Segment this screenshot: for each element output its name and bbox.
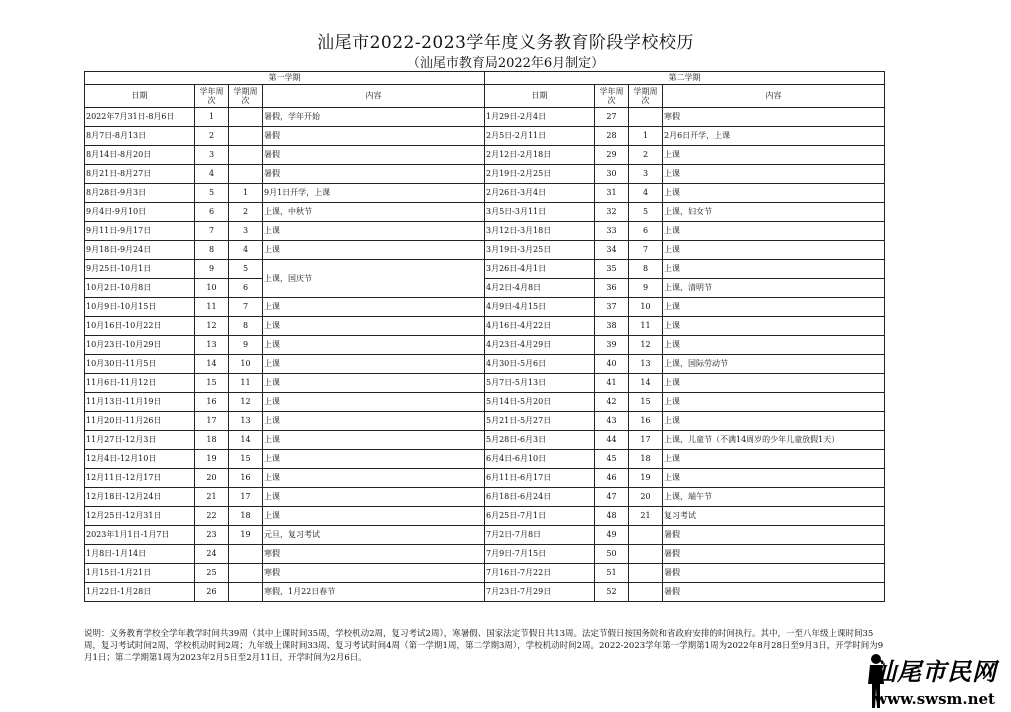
table-row [85,222,885,241]
first-term-week-cell: 14 [229,431,263,450]
second-date-cell: 3月19日-3月25日 [485,241,595,260]
second-school-week-cell: 43 [595,412,629,431]
first-term-week-cell [229,146,263,165]
second-content-cell: 上课 [663,241,885,260]
table-row [85,374,885,393]
second-content-cell: 上课 [663,412,885,431]
table-row [85,545,885,564]
second-term-week-cell [629,583,663,602]
second-school-week-cell: 46 [595,469,629,488]
second-term-week-cell: 21 [629,507,663,526]
second-term-week-cell: 18 [629,450,663,469]
date-header: 日期 [485,85,595,108]
second-term-week-cell: 2 [629,146,663,165]
page-title: 汕尾市2022-2023学年度义务教育阶段学校校历 [317,33,694,53]
second-term-week-cell: 8 [629,260,663,279]
table-row [85,526,885,545]
first-content-cell: 寒假 [263,545,485,564]
first-date-cell: 8月7日-8月13日 [85,127,195,146]
second-content-cell: 暑假 [663,545,885,564]
second-date-cell: 5月7日-5月13日 [485,374,595,393]
second-school-week-cell: 41 [595,374,629,393]
second-school-week-cell: 44 [595,431,629,450]
first-term-week-cell: 4 [229,241,263,260]
first-date-cell: 10月9日-10月15日 [85,298,195,317]
first-school-week-cell: 26 [195,583,229,602]
first-content-cell: 上课，中秋节 [263,203,485,222]
second-term-week-cell: 15 [629,393,663,412]
first-date-cell: 8月28日-9月3日 [85,184,195,203]
second-term-week-cell [629,526,663,545]
second-date-cell: 2月12日-2月18日 [485,146,595,165]
first-school-week-cell: 6 [195,203,229,222]
table-row [85,431,885,450]
first-term-week-cell [229,127,263,146]
second-school-week-cell: 50 [595,545,629,564]
table-row [85,583,885,602]
first-school-week-cell: 20 [195,469,229,488]
first-term-week-cell [229,165,263,184]
first-term-week-cell: 13 [229,412,263,431]
second-term-week-cell: 13 [629,355,663,374]
second-date-cell: 2月26日-3月4日 [485,184,595,203]
first-content-cell: 上课 [263,393,485,412]
first-term-week-cell: 9 [229,336,263,355]
table-row [85,564,885,583]
table-row [85,279,885,298]
school-week-header: 学年周次 [595,85,629,108]
first-school-week-cell: 8 [195,241,229,260]
first-content-cell: 上课 [263,317,485,336]
second-content-cell: 寒假 [663,108,885,127]
first-school-week-cell: 22 [195,507,229,526]
table-row [85,203,885,222]
second-school-week-cell: 35 [595,260,629,279]
second-term-week-cell: 3 [629,165,663,184]
table-row [85,507,885,526]
second-date-cell: 6月18日-6月24日 [485,488,595,507]
first-content-cell: 上课 [263,355,485,374]
content-header: 内容 [663,85,885,108]
second-date-cell: 6月25日-7月1日 [485,507,595,526]
first-school-week-cell: 25 [195,564,229,583]
second-school-week-cell: 30 [595,165,629,184]
first-term-week-cell: 17 [229,488,263,507]
second-date-cell: 5月21日-5月27日 [485,412,595,431]
first-term-week-cell: 2 [229,203,263,222]
second-school-week-cell: 52 [595,583,629,602]
first-content-cell: 上课 [263,222,485,241]
first-school-week-cell: 18 [195,431,229,450]
second-content-cell: 上课 [663,336,885,355]
second-school-week-cell: 49 [595,526,629,545]
second-date-cell: 2月19日-2月25日 [485,165,595,184]
second-content-cell: 上课 [663,260,885,279]
page-subtitle: （汕尾市教育局2022年6月制定） [406,56,605,71]
table-row [85,488,885,507]
second-school-week-cell: 51 [595,564,629,583]
second-term-week-cell: 1 [629,127,663,146]
second-term-week-cell: 9 [629,279,663,298]
second-school-week-cell: 48 [595,507,629,526]
content-header: 内容 [263,85,485,108]
second-content-cell: 上课 [663,184,885,203]
first-content-cell: 上课 [263,374,485,393]
table-row [85,165,885,184]
second-school-week-cell: 39 [595,336,629,355]
second-term-week-cell: 5 [629,203,663,222]
second-term-week-cell: 7 [629,241,663,260]
second-content-cell: 上课，国际劳动节 [663,355,885,374]
second-content-cell: 上课，儿童节（不满14周岁的少年儿童放假1天） [663,431,885,450]
table-row [85,336,885,355]
first-term-week-cell: 5 [229,260,263,279]
second-school-week-cell: 31 [595,184,629,203]
second-date-cell: 4月16日-4月22日 [485,317,595,336]
table-row [85,298,885,317]
second-term-week-cell: 16 [629,412,663,431]
first-school-week-cell: 3 [195,146,229,165]
second-term-week-cell [629,564,663,583]
second-date-cell: 7月16日-7月22日 [485,564,595,583]
first-content-cell: 上课 [263,412,485,431]
first-content-cell: 上课 [263,469,485,488]
school-calendar-table [84,71,885,602]
first-date-cell: 8月21日-8月27日 [85,165,195,184]
second-date-cell: 7月2日-7月8日 [485,526,595,545]
second-term-week-cell: 10 [629,298,663,317]
first-content-cell: 上课 [263,507,485,526]
first-term-week-cell [229,108,263,127]
first-date-cell: 1月22日-1月28日 [85,583,195,602]
first-semester-header: 第一学期 [85,72,485,85]
first-school-week-cell: 19 [195,450,229,469]
second-school-week-cell: 36 [595,279,629,298]
second-school-week-cell: 47 [595,488,629,507]
first-content-cell: 上课 [263,431,485,450]
second-date-cell: 6月11日-6月17日 [485,469,595,488]
first-school-week-cell: 12 [195,317,229,336]
second-school-week-cell: 33 [595,222,629,241]
second-term-week-cell: 19 [629,469,663,488]
first-term-week-cell [229,583,263,602]
first-school-week-cell: 9 [195,260,229,279]
first-date-cell: 9月11日-9月17日 [85,222,195,241]
first-content-cell: 暑假，学年开始 [263,108,485,127]
table-row [85,146,885,165]
table-row [85,260,885,279]
first-date-cell: 9月4日-9月10日 [85,203,195,222]
second-school-week-cell: 34 [595,241,629,260]
second-school-week-cell: 40 [595,355,629,374]
term-week-header: 学期周次 [229,85,263,108]
second-content-cell: 上课 [663,146,885,165]
table-row [85,450,885,469]
first-content-cell: 暑假 [263,127,485,146]
second-date-cell: 4月23日-4月29日 [485,336,595,355]
first-school-week-cell: 15 [195,374,229,393]
second-content-cell: 复习考试 [663,507,885,526]
first-school-week-cell: 7 [195,222,229,241]
first-school-week-cell: 5 [195,184,229,203]
second-term-week-cell: 6 [629,222,663,241]
second-content-cell: 上课，清明节 [663,279,885,298]
second-content-cell: 暑假 [663,526,885,545]
first-school-week-cell: 16 [195,393,229,412]
first-school-week-cell: 24 [195,545,229,564]
first-school-week-cell: 2 [195,127,229,146]
first-school-week-cell: 23 [195,526,229,545]
first-term-week-cell: 19 [229,526,263,545]
first-content-cell: 9月1日开学，上课 [263,184,485,203]
table-row [85,393,885,412]
first-school-week-cell: 10 [195,279,229,298]
first-date-cell: 9月25日-10月1日 [85,260,195,279]
second-term-week-cell: 4 [629,184,663,203]
watermark-text: 汕尾市民网 [872,657,997,686]
first-date-cell: 11月6日-11月12日 [85,374,195,393]
first-date-cell: 10月16日-10月22日 [85,317,195,336]
second-semester-header: 第二学期 [485,72,885,85]
first-school-week-cell: 11 [195,298,229,317]
second-content-cell: 上课 [663,469,885,488]
second-term-week-cell [629,545,663,564]
second-content-cell: 上课 [663,222,885,241]
first-content-cell: 上课，国庆节 [263,260,485,298]
second-school-week-cell: 32 [595,203,629,222]
first-school-week-cell: 13 [195,336,229,355]
second-term-week-cell: 20 [629,488,663,507]
second-term-week-cell: 14 [629,374,663,393]
table-row [85,355,885,374]
second-date-cell: 4月30日-5月6日 [485,355,595,374]
first-term-week-cell [229,545,263,564]
first-term-week-cell: 18 [229,507,263,526]
second-content-cell: 上课，端午节 [663,488,885,507]
first-term-week-cell: 3 [229,222,263,241]
first-term-week-cell: 8 [229,317,263,336]
table-row [85,108,885,127]
first-term-week-cell: 7 [229,298,263,317]
first-content-cell: 上课 [263,241,485,260]
second-date-cell: 7月23日-7月29日 [485,583,595,602]
table-row [85,469,885,488]
first-date-cell: 11月13日-11月19日 [85,393,195,412]
first-school-week-cell: 17 [195,412,229,431]
first-term-week-cell: 1 [229,184,263,203]
first-content-cell: 寒假 [263,564,485,583]
first-date-cell: 10月23日-10月29日 [85,336,195,355]
first-date-cell: 2022年7月31日-8月6日 [85,108,195,127]
first-date-cell: 2023年1月1日-1月7日 [85,526,195,545]
first-date-cell: 11月27日-12月3日 [85,431,195,450]
second-school-week-cell: 38 [595,317,629,336]
first-term-week-cell: 10 [229,355,263,374]
table-row [85,412,885,431]
calendar-body [85,108,885,602]
second-date-cell: 5月14日-5月20日 [485,393,595,412]
first-term-week-cell: 15 [229,450,263,469]
first-term-week-cell: 11 [229,374,263,393]
second-content-cell: 2月6日开学，上课 [663,127,885,146]
first-content-cell: 元旦，复习考试 [263,526,485,545]
watermark-url: www.swsm.net [874,690,995,708]
first-school-week-cell: 21 [195,488,229,507]
first-content-cell: 上课 [263,336,485,355]
second-school-week-cell: 45 [595,450,629,469]
second-school-week-cell: 29 [595,146,629,165]
first-date-cell: 10月2日-10月8日 [85,279,195,298]
second-school-week-cell: 42 [595,393,629,412]
first-date-cell: 1月8日-1月14日 [85,545,195,564]
second-term-week-cell [629,108,663,127]
second-date-cell: 2月5日-2月11日 [485,127,595,146]
term-week-header: 学期周次 [629,85,663,108]
table-row [85,127,885,146]
second-content-cell: 上课，妇女节 [663,203,885,222]
second-content-cell: 暑假 [663,564,885,583]
table-row [85,184,885,203]
second-date-cell: 4月9日-4月15日 [485,298,595,317]
first-date-cell: 12月18日-12月24日 [85,488,195,507]
second-content-cell: 上课 [663,317,885,336]
date-header: 日期 [85,85,195,108]
first-date-cell: 11月20日-11月26日 [85,412,195,431]
first-term-week-cell: 6 [229,279,263,298]
second-term-week-cell: 17 [629,431,663,450]
first-date-cell: 12月4日-12月10日 [85,450,195,469]
first-term-week-cell [229,564,263,583]
second-date-cell: 3月5日-3月11日 [485,203,595,222]
first-term-week-cell: 12 [229,393,263,412]
second-school-week-cell: 37 [595,298,629,317]
first-date-cell: 12月25日-12月31日 [85,507,195,526]
first-term-week-cell: 16 [229,469,263,488]
first-content-cell: 上课 [263,488,485,507]
first-content-cell: 暑假 [263,165,485,184]
table-row [85,241,885,260]
first-date-cell: 10月30日-11月5日 [85,355,195,374]
site-watermark [865,650,1005,710]
first-content-cell: 暑假 [263,146,485,165]
first-content-cell: 寒假，1月22日春节 [263,583,485,602]
second-date-cell: 5月28日-6月3日 [485,431,595,450]
second-content-cell: 上课 [663,298,885,317]
second-date-cell: 6月4日-6月10日 [485,450,595,469]
second-term-week-cell: 12 [629,336,663,355]
calendar-note: 说明：义务教育学校全学年教学时间共39周（其中上课时间35周，学校机动2周，复习考试2周），寒暑假、国家法定节假日共13周。法定节假日按国务院和省政府安排的时间执行。其中，一至八年级上课时间35周，复习考试时间2周，学校机动时间2周；九年级上课时间33周、复习考试时间4周（第一学期1周，第二学期3周），学校机动时间2周。2022-2023学年第一学期第1周为2022年8月28日至9月3日，开学时间为9月1日；第二学期第1周为2023年2月5日至2月11日，开学时间为2月6日。 [84,629,884,663]
second-content-cell: 上课 [663,374,885,393]
first-content-cell: 上课 [263,450,485,469]
second-content-cell: 暑假 [663,583,885,602]
first-date-cell: 12月11日-12月17日 [85,469,195,488]
first-school-week-cell: 4 [195,165,229,184]
second-content-cell: 上课 [663,393,885,412]
second-date-cell: 4月2日-4月8日 [485,279,595,298]
second-date-cell: 7月9日-7月15日 [485,545,595,564]
first-content-cell: 上课 [263,298,485,317]
second-school-week-cell: 27 [595,108,629,127]
first-school-week-cell: 14 [195,355,229,374]
school-week-header: 学年周次 [195,85,229,108]
first-school-week-cell: 1 [195,108,229,127]
second-school-week-cell: 28 [595,127,629,146]
second-content-cell: 上课 [663,165,885,184]
first-date-cell: 1月15日-1月21日 [85,564,195,583]
second-term-week-cell: 11 [629,317,663,336]
table-row [85,317,885,336]
first-date-cell: 8月14日-8月20日 [85,146,195,165]
second-content-cell: 上课 [663,450,885,469]
first-date-cell: 9月18日-9月24日 [85,241,195,260]
second-date-cell: 1月29日-2月4日 [485,108,595,127]
second-date-cell: 3月26日-4月1日 [485,260,595,279]
second-date-cell: 3月12日-3月18日 [485,222,595,241]
